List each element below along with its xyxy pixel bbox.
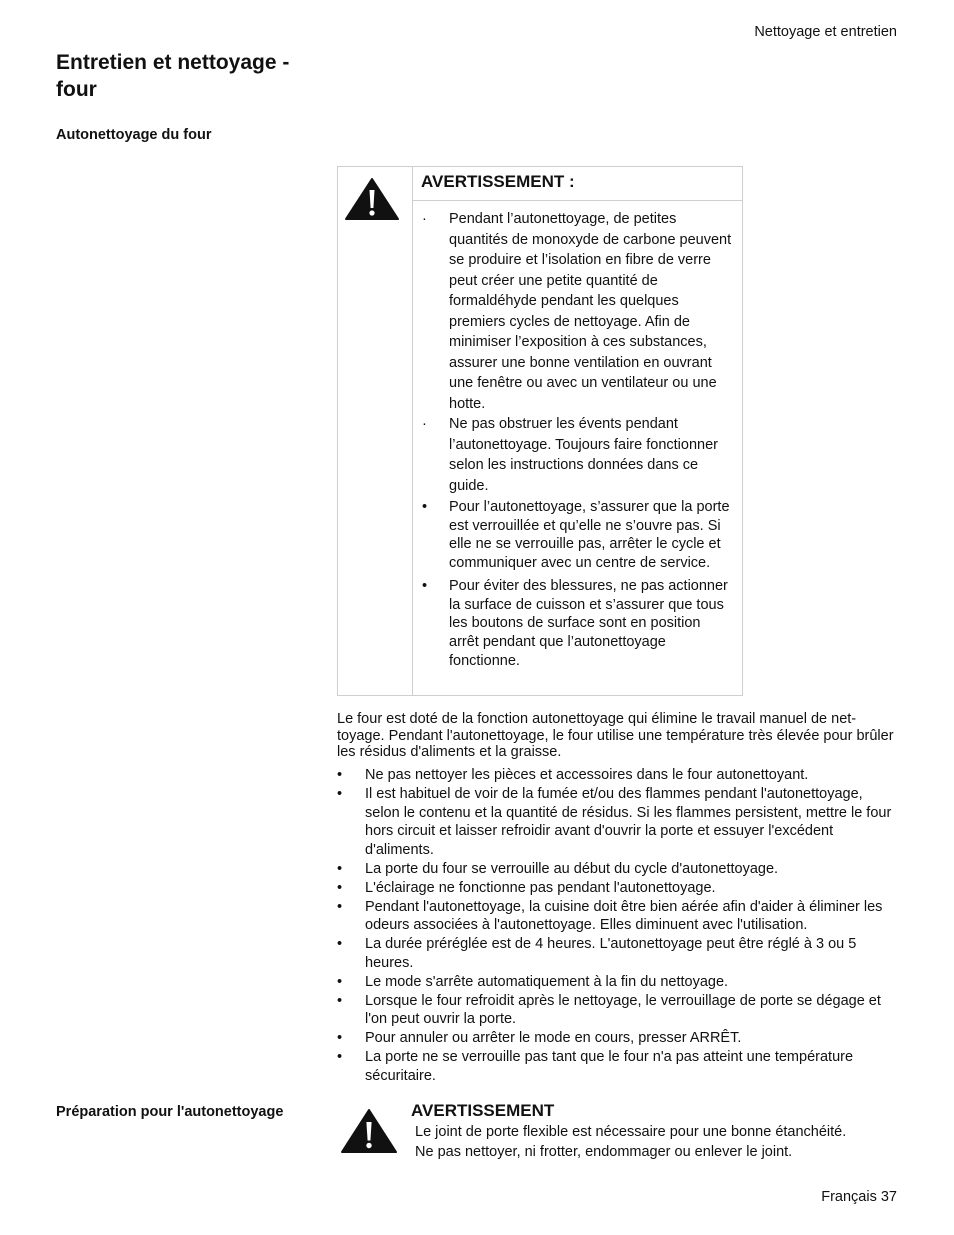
warning-item — [422, 498, 734, 573]
warning-item — [422, 577, 734, 671]
warning-line: Ne pas nettoyer, ni frotter, endommager ou enlever le joint. — [415, 1143, 793, 1160]
list-item-text: Pour annuler ou arrêter le mode en cours, presser ARRÊT. — [365, 1030, 742, 1047]
warning-text — [415, 1123, 895, 1162]
page-number: Français 37 — [821, 1189, 897, 1205]
list-item-text: Ne pas nettoyer les pièces et accessoires dans le four autonettoyant. — [365, 767, 809, 783]
list-item-text: Lorsque le four refroidit après le nettoyage, le verrouillage de porte se dégage et l'on peut ouvrir la porte. — [365, 992, 881, 1028]
list-item-text: Il est habituel de voir de la fumée et/ou des flammes pendant l'autonettoyage, selon le contenu et la quantité de résidus. Si les flammes persistent, mettre le four hors circuit et laisser refroidir avant d'ouvrir la porte et essuyer l'excédent d'aliments. — [365, 785, 892, 859]
bullet: • — [337, 785, 343, 802]
bullet: • — [337, 879, 343, 896]
bullet: • — [337, 1048, 343, 1065]
info-list — [337, 766, 897, 1086]
list-item — [337, 1029, 897, 1048]
list-item-text: La porte du four se verrouille au début du cycle d'autonettoyage. — [365, 860, 779, 877]
warning-heading: AVERTISSEMENT — [411, 1101, 555, 1120]
bullet: • — [337, 860, 343, 877]
bullet: • — [337, 992, 343, 1009]
list-item-text: L'éclairage ne fonctionne pas pendant l'autonettoyage. — [365, 879, 716, 896]
warning-item-text: Pendant l’autonettoyage, de petites quantités de monoxyde de carbone peuvent se produire et l’isolation en fibre de verre peut créer une petite quantité de formaldéhyde pendant les quelques premiers cycles de nettoyage. Afin de minimiser l’exposition à ces substances, assurer une bonne ventilation en ouvrant une fenêtre ou avec un ventilateur ou une hotte. — [449, 211, 732, 412]
bullet: • — [337, 973, 343, 990]
list-item — [337, 860, 897, 879]
list-item — [337, 898, 897, 936]
section-heading-autonettoyage: Autonettoyage du four — [56, 127, 212, 143]
bullet: • — [337, 767, 343, 783]
warning-triangle-icon — [344, 177, 400, 221]
warning-triangle-icon — [340, 1108, 398, 1154]
bullet: • — [422, 499, 428, 515]
warning-item-text: Pour l’autonettoyage, s’assurer que la porte est verrouillée et qu’elle ne s’ouvre pas. Si elle ne se verrouille pas, arrêter le cycle et communiquer avec un centre de service. — [449, 499, 730, 572]
list-item — [337, 935, 897, 973]
bullet: • — [337, 1030, 343, 1047]
warning-heading: AVERTISSEMENT : — [412, 167, 742, 201]
list-item — [337, 973, 897, 992]
bullet: · — [422, 211, 427, 227]
warning-item-text: Pour éviter des blessures, ne pas actionner la surface de cuisson et s’assurer que tous les boutons de surface sont en position arrêt pendant que l’autonettoyage fonctionne. — [449, 577, 728, 669]
warning-line: Le joint de porte flexible est nécessaire pour une bonne étanchéité. — [415, 1124, 847, 1140]
list-item — [337, 879, 897, 898]
list-item — [337, 1048, 897, 1086]
section-heading-preparation: Préparation pour l'autonettoyage — [56, 1104, 284, 1120]
list-item — [337, 766, 897, 785]
running-header: Nettoyage et entretien — [754, 24, 897, 40]
intro-paragraph: Le four est doté de la fonction autonettoyage qui élimine le travail manuel de net-toyage. Pendant l'autonettoyage, le four utilise une température très élevée pour brûler les résidus d'aliments et la graisse. — [337, 711, 894, 761]
warning-item — [422, 209, 734, 414]
warning-item-text: Ne pas obstruer les évents pendant l’autonettoyage. Toujours faire fonctionner selon les instructions données dans ce guide. — [449, 416, 718, 494]
warning-icon-cell — [338, 167, 413, 695]
list-item — [337, 992, 897, 1030]
warning-box — [337, 166, 743, 696]
bullet: • — [422, 577, 428, 594]
list-item-text: La porte ne se verrouille pas tant que le four n'a pas atteint une température sécuritaire. — [365, 1048, 854, 1084]
warning-list — [422, 209, 734, 670]
list-item — [337, 785, 897, 860]
bullet: · — [422, 416, 427, 432]
bullet: • — [337, 898, 343, 915]
list-item-text: La durée préréglée est de 4 heures. L'autonettoyage peut être réglé à 3 ou 5 heures. — [365, 936, 857, 971]
page-title: Entretien et nettoyage - four — [56, 51, 290, 101]
warning-item — [422, 414, 734, 496]
bullet: • — [337, 936, 343, 953]
list-item-text: Le mode s'arrête automatiquement à la fin du nettoyage. — [365, 973, 729, 990]
list-item-text: Pendant l'autonettoyage, la cuisine doit être bien aérée afin d'aider à éliminer les odeurs associées à l'autonettoyage. Elles diminuent avec l'utilisation. — [365, 898, 883, 934]
